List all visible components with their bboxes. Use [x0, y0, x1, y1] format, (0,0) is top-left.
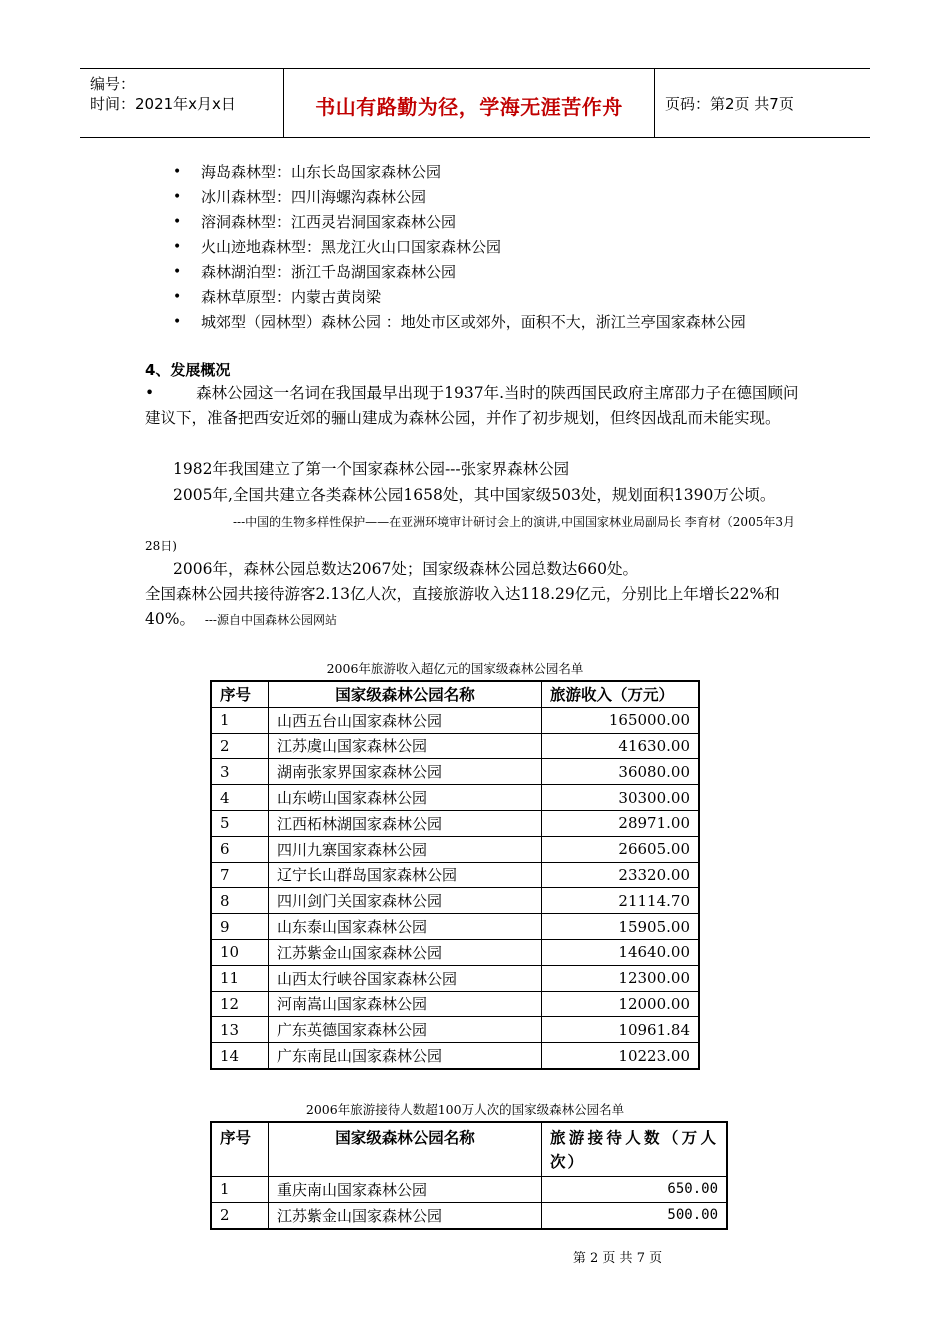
list-item: • 冰川森林型：四川海螺沟森林公园 — [145, 185, 815, 210]
doc-number-label: 编号： — [90, 75, 136, 93]
table2-caption: 2006年旅游接待人数超100万人次的国家级森林公园名单 — [305, 1102, 625, 1117]
page-footer: 第 2 页 共 7 页 — [572, 1251, 663, 1266]
visitors-paragraph: 全国森林公园共接待游客2.13亿人次，直接旅游收入达118.29亿元，分别比上年增长22%和40%。 ---源自中国森林公园网站 — [145, 585, 780, 628]
section-title: 4、发展概况 — [145, 361, 231, 379]
table-row: 5 江西柘林湖国家森林公园 28971.00 — [211, 810, 699, 836]
table-row: 7 辽宁长山群岛国家森林公园 23320.00 — [211, 862, 699, 888]
bullet-icon: • — [173, 314, 182, 330]
table-row: 1 重庆南山国家森林公园 650.00 — [211, 1177, 727, 1203]
table-row: 10 江苏紫金山国家森林公园 14640.00 — [211, 939, 699, 965]
column-header: 旅游收入（万元） — [542, 681, 700, 707]
table-row: 4 山东崂山国家森林公园 30300.00 — [211, 785, 699, 811]
visitors-table — [210, 1121, 728, 1230]
table-row: 12 河南嵩山国家森林公园 12000.00 — [211, 991, 699, 1017]
bullet-icon: • — [173, 239, 182, 255]
page-header — [80, 68, 870, 138]
header-page-cell — [655, 69, 870, 137]
stats-2005-paragraph: 2005年,全国共建立各类森林公园1658处，其中国家级503处，规划面积1390万公顷。 — [173, 486, 776, 504]
bullet-icon: • — [173, 164, 182, 180]
table-row: 14 广东南昆山国家森林公园 10223.00 — [211, 1043, 699, 1069]
column-header: 序号 — [211, 1122, 269, 1177]
table-row: 9 山东泰山国家森林公园 15905.00 — [211, 914, 699, 940]
source-website: ---源自中国森林公园网站 — [204, 613, 337, 627]
bullet-icon: • — [145, 384, 155, 402]
table-row: 8 四川剑门关国家森林公园 21114.70 — [211, 888, 699, 914]
park-type-list — [145, 160, 815, 335]
table-row: 3 湖南张家界国家森林公园 36080.00 — [211, 759, 699, 785]
column-header: 国家级森林公园名称 — [269, 681, 542, 707]
income-table — [210, 680, 700, 1070]
list-item: • 溶洞森林型：江西灵岩洞国家森林公园 — [145, 210, 815, 235]
header-meta-cell — [80, 69, 284, 137]
table-row: 2 江苏紫金山国家森林公园 500.00 — [211, 1202, 727, 1228]
list-item: • 海岛森林型：山东长岛国家森林公园 — [145, 160, 815, 185]
table-header-row — [211, 681, 699, 707]
table-row: 1 山西五台山国家森林公园 165000.00 — [211, 707, 699, 733]
list-item: • 火山迹地森林型：黑龙江火山口国家森林公园 — [145, 235, 815, 260]
column-header: 国家级森林公园名称 — [269, 1122, 542, 1177]
header-motto: 书山有路勤为径，学海无涯苦作舟 — [315, 95, 623, 119]
list-item: • 城郊型（园林型）森林公园 ：地处市区或郊外，面积不大，浙江兰亭国家森林公园 — [145, 310, 815, 335]
history-paragraph: • 森林公园这一名词在我国最早出现于1937年.当时的陕西国民政府主席邵力子在德国顾问建议下，准备把西安近郊的骊山建成为森林公园，并作了初步规划，但终因战乱而未能实现。 — [145, 384, 799, 427]
source-citation: ---中国的生物多样性保护——在亚洲环境审计研讨会上的演讲,中国国家林业局副局长 李育材（2005年3月28日) — [145, 515, 795, 553]
table1-caption: 2006年旅游收入超亿元的国家级森林公园名单 — [326, 661, 584, 676]
table-header-row — [211, 1122, 727, 1177]
list-item: • 森林草原型：内蒙古黄岗梁 — [145, 285, 815, 310]
bullet-icon: • — [173, 214, 182, 230]
table-row: 6 四川九寨国家森林公园 26605.00 — [211, 836, 699, 862]
stats-2006-paragraph: 2006年，森林公园总数达2067处；国家级森林公园总数达660处。 — [173, 560, 638, 578]
table-row: 11 山西太行峡谷国家森林公园 12300.00 — [211, 965, 699, 991]
column-header: 旅游接待人数（万人次） — [542, 1122, 728, 1177]
bullet-icon: • — [173, 189, 182, 205]
bullet-icon: • — [173, 289, 182, 305]
header-motto-cell — [284, 69, 655, 137]
table-row: 13 广东英德国家森林公园 10961.84 — [211, 1017, 699, 1043]
doc-time-label: 时间：2021年x月x日 — [90, 95, 236, 113]
list-item: • 森林湖泊型：浙江千岛湖国家森林公园 — [145, 260, 815, 285]
column-header: 序号 — [211, 681, 269, 707]
first-park-paragraph: 1982年我国建立了第一个国家森林公园---张家界森林公园 — [173, 460, 570, 478]
bullet-icon: • — [173, 264, 182, 280]
table-row: 2 江苏虞山国家森林公园 41630.00 — [211, 733, 699, 759]
header-page-info: 页码：第2页 共7页 — [665, 95, 794, 113]
